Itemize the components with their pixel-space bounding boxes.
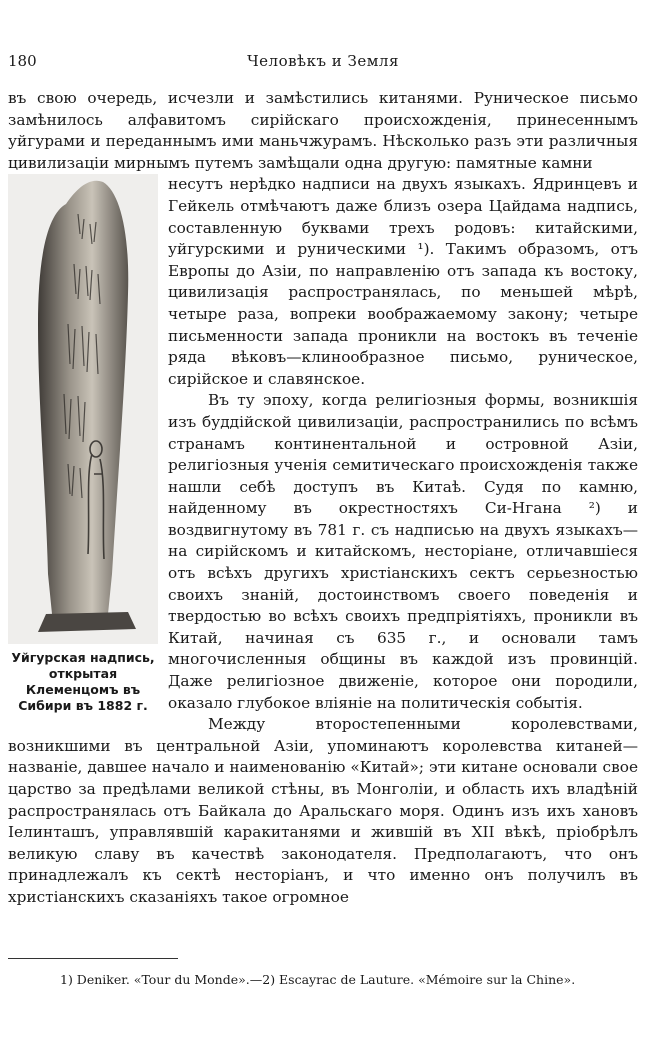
paragraph-3: Между второстепенными королевствами, возникшими въ центральной Азіи, упоминаютъ королевства китаней—названіе, давшее начало и наименованію «Китай»; эти китане основали свое царство за предѣлами великой стѣны, въ Монголіи, и область ихъ владѣній распространялась отъ Байкала до Аральскаго моря. Одинъ изъ ихъ хановъ Іелинташъ, управлявшій каракитанями и жившій въ XII вѣкѣ, пріобрѣлъ великую славу въ качествѣ законодателя. Предполагаютъ, что онъ принадлежалъ къ сектѣ несторіанъ, и что именно онъ получилъ въ христіанскихъ сказаніяхъ такое огромное: [8, 715, 638, 906]
main-text: [8, 88, 638, 909]
footnote: 1) Deniker. «Tour du Monde».—2) Escayrac de Lauture. «Mémoire sur la Chine».: [60, 972, 576, 987]
running-header: [8, 52, 638, 74]
running-title: Человѣкъ и Земля: [247, 52, 399, 70]
footnote-rule: [8, 958, 178, 959]
paragraph-2: Въ ту эпоху, когда религіозныя формы, возникшія изъ буддійской цивилизаціи, распространились по всѣмъ странамъ континентальной и островной Азіи, религіозныя ученія семитическаго происхожденія также нашли себѣ доступъ въ Китаѣ. Судя по камню, найденному въ окрестностяхъ Си-Нгана ²) и воздвигнутому въ 781 г. съ надписью на двухъ языкахъ—на сирійскомъ и китайскомъ, несторіане, отличавшіеся отъ всѣхъ другихъ христіанскихъ сектъ серьезностью своихъ знаній, достоинствомъ своего поведенія и твердостью во всѣхъ своихъ предпріятіяхъ, проникли въ Китай, начиная съ 635 г., и основали тамъ многочисленныя общины въ каждой изъ провинцій. Даже религіозное движеніе, которое они породили, оказало глубокое вліяніе на политическія событія.: [168, 391, 638, 712]
paragraph-1-top: въ свою очередь, исчезли и замѣстились китанями. Руническое письмо замѣнилось алфавитомъ сирійскаго происхожденія, принесеннымъ уйгурами и переданнымъ ими маньчжурамъ. Нѣсколько разъ эти различныя цивилизаціи мирнымъ путемъ замѣщали одна другую: памятные камни: [8, 89, 638, 172]
figure-uighur-inscription: [8, 174, 158, 714]
paragraph-1-beside-figure: несутъ нерѣдко надписи на двухъ языкахъ. Ядринцевъ и Гейкель отмѣчаютъ даже близъ озера Цайдама надпись, составленную буквами трехъ родовъ: китайскими, уйгурскими и руническими ¹). Такимъ образомъ, отъ Европы до Азіи, по направленію отъ запада къ востоку, цивилизація распространялась, по меньшей мѣрѣ, четыре раза, вопреки воображаемому закону; четыре письменности запада проникли на востокъ въ теченіе ряда вѣковъ—клинообразное письмо, руническое, сирійское и славянское.: [168, 175, 638, 388]
inscription-artifact-image: [8, 174, 158, 644]
page-number: 180: [8, 52, 37, 70]
figure-caption: Уйгурская надпись, открытая Клеменцомъ въ Сибири въ 1882 г.: [11, 650, 155, 714]
